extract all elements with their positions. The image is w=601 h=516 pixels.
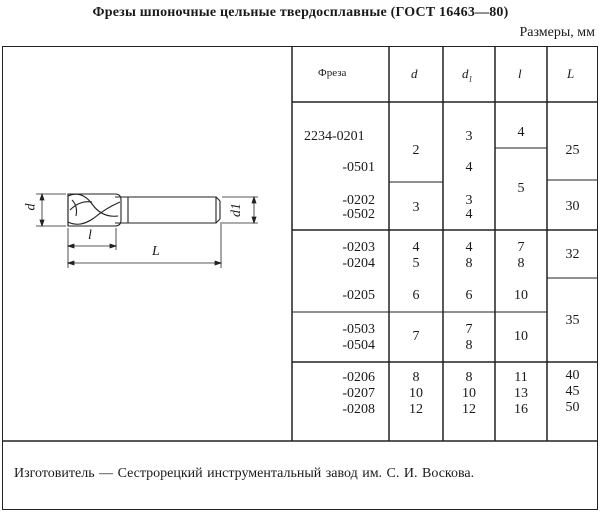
l-cell: 7: [517, 240, 525, 255]
d1-cell: 4: [465, 240, 473, 255]
L-cell: 25: [565, 143, 580, 158]
d-cell: 8: [412, 370, 420, 385]
d-cell: 6: [412, 288, 420, 303]
L-cell: 32: [565, 247, 580, 262]
d-cell: 12: [409, 402, 423, 417]
l-cell: 11: [514, 370, 528, 385]
dim-d1-label: d1: [229, 203, 244, 217]
d1-cell: 8: [465, 370, 473, 385]
l-cell: 4: [517, 125, 525, 140]
dim-d-label: d: [23, 203, 39, 211]
d-cell: 5: [412, 256, 420, 271]
cutter-cell: -0204: [342, 256, 375, 271]
cutter-cell: 2234-0201: [304, 129, 365, 144]
d1-cell: 3: [465, 193, 473, 208]
l-cell: 5: [517, 181, 525, 196]
d1-cell: 7: [465, 322, 473, 337]
L-cell: 35: [565, 313, 580, 328]
cutter-cell: -0207: [342, 386, 375, 401]
d-cell: 2: [412, 143, 420, 158]
header-cutter: Фреза: [318, 67, 347, 79]
d1-cell: 6: [465, 288, 473, 303]
manufacturer-note: Изготовитель — Сестрорецкий инструментальный завод им. С. И. Воскова.: [14, 466, 475, 481]
cutter-cell: -0205: [342, 288, 375, 303]
d1-cell: 10: [462, 386, 476, 401]
l-cell: 8: [517, 256, 525, 271]
d1-cell: 12: [462, 402, 476, 417]
cutter-cell: -0504: [342, 338, 375, 353]
cutter-cell: -0501: [342, 160, 375, 175]
l-cell: 13: [514, 386, 528, 401]
d-cell: 10: [409, 386, 423, 401]
d1-cell: 4: [465, 160, 473, 175]
d1-cell: 8: [465, 256, 473, 271]
d-cell: 4: [412, 240, 420, 255]
document-title: Фрезы шпоночные цельные твердосплавные (ГОСТ 16463—80): [92, 5, 509, 20]
L-cell: 50: [565, 400, 580, 415]
d1-cell: 4: [465, 207, 473, 222]
L-cell: 45: [565, 384, 580, 399]
dim-L-label: L: [152, 244, 160, 259]
header-L: L: [567, 66, 575, 81]
cutter-cell: -0202: [342, 193, 375, 208]
header-d1: $d_1$: [462, 66, 473, 84]
L-cell: 30: [565, 199, 580, 214]
d-cell: 7: [412, 329, 420, 344]
L-cell: 40: [565, 368, 580, 383]
cutter-cell: -0206: [342, 370, 375, 385]
l-cell: 10: [514, 329, 528, 344]
header-d: d: [411, 66, 418, 81]
cutter-cell: -0203: [342, 240, 375, 255]
l-cell: 10: [514, 288, 528, 303]
end-mill-drawing: [20, 170, 275, 275]
d1-cell: 8: [465, 338, 473, 353]
cutter-cell: -0502: [342, 207, 375, 222]
d-cell: 3: [412, 200, 420, 215]
cutter-cell: -0503: [342, 322, 375, 337]
cutter-cell: -0208: [342, 402, 375, 417]
dim-l-label: l: [88, 228, 92, 243]
units-label: Размеры, мм: [519, 25, 595, 40]
d1-cell: 3: [465, 129, 473, 144]
header-l: l: [518, 66, 522, 81]
l-cell: 16: [514, 402, 528, 417]
